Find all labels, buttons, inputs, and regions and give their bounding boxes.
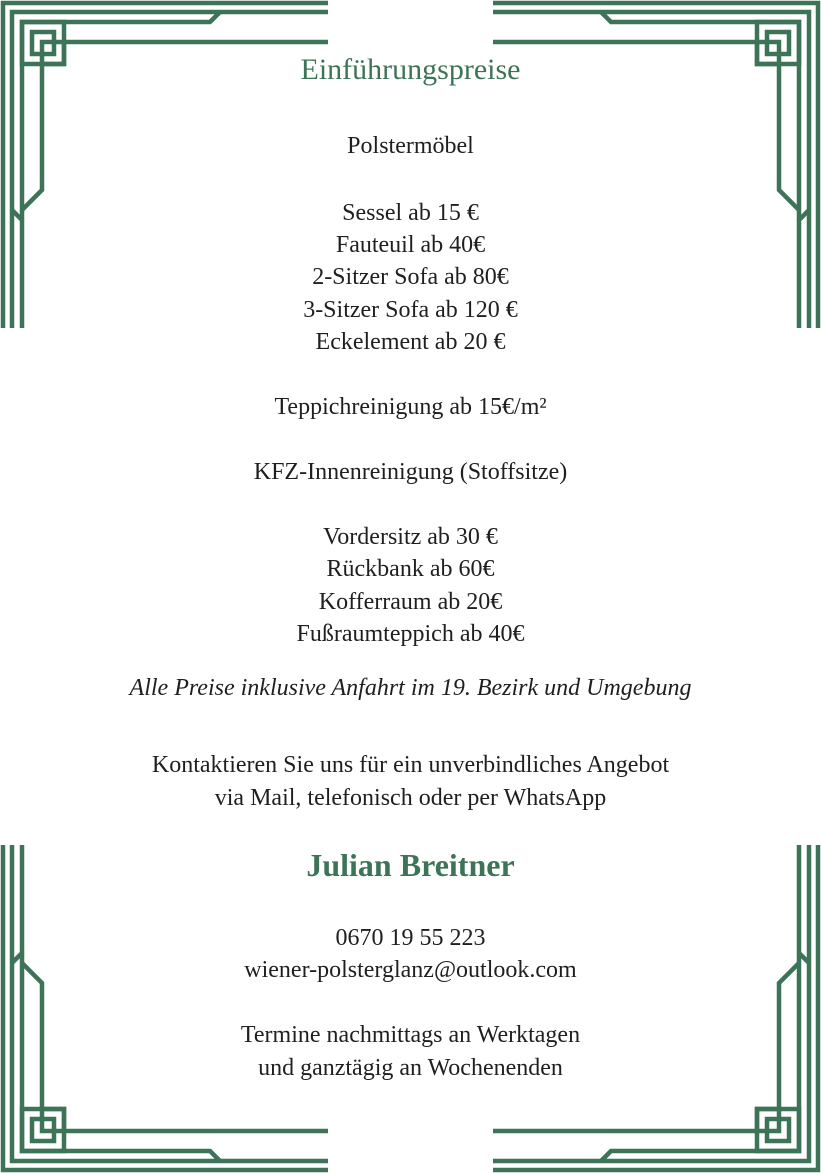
car-heading: KFZ-Innenreinigung (Stoffsitze): [253, 459, 568, 485]
price-item: Rückbank ab 60€: [326, 556, 495, 582]
price-item: Fauteuil ab 40€: [335, 232, 486, 258]
price-note: Alle Preise inklusive Anfahrt im 19. Bezirk und Umgebung: [129, 675, 692, 701]
hours-line: und ganztägig an Wochenenden: [258, 1055, 563, 1081]
contact-line: Kontaktieren Sie uns für ein unverbindliches Angebot: [151, 752, 670, 778]
hours-line: Termine nachmittags an Werktagen: [240, 1022, 581, 1048]
price-item: Fußraumteppich ab 40€: [296, 621, 525, 647]
corner-ornament-bottom-right: [493, 845, 818, 1170]
page-title: Einführungspreise: [300, 53, 521, 86]
carpet-price: Teppichreinigung ab 15€/m²: [274, 394, 547, 420]
price-item: 2-Sitzer Sofa ab 80€: [312, 264, 509, 290]
email-address: wiener-polsterglanz@outlook.com: [244, 957, 577, 983]
price-item: Vordersitz ab 30 €: [323, 524, 498, 550]
contact-name: Julian Breitner: [306, 847, 515, 883]
upholstery-heading: Polstermöbel: [347, 133, 474, 159]
phone-number: 0670 19 55 223: [335, 925, 486, 951]
price-item: Kofferraum ab 20€: [318, 589, 503, 615]
price-item: Sessel ab 15 €: [342, 200, 479, 226]
contact-line: via Mail, telefonisch oder per WhatsApp: [214, 785, 607, 811]
corner-ornament-bottom-left: [3, 845, 328, 1170]
price-item: Eckelement ab 20 €: [315, 329, 506, 355]
price-item: 3-Sitzer Sofa ab 120 €: [303, 297, 518, 323]
